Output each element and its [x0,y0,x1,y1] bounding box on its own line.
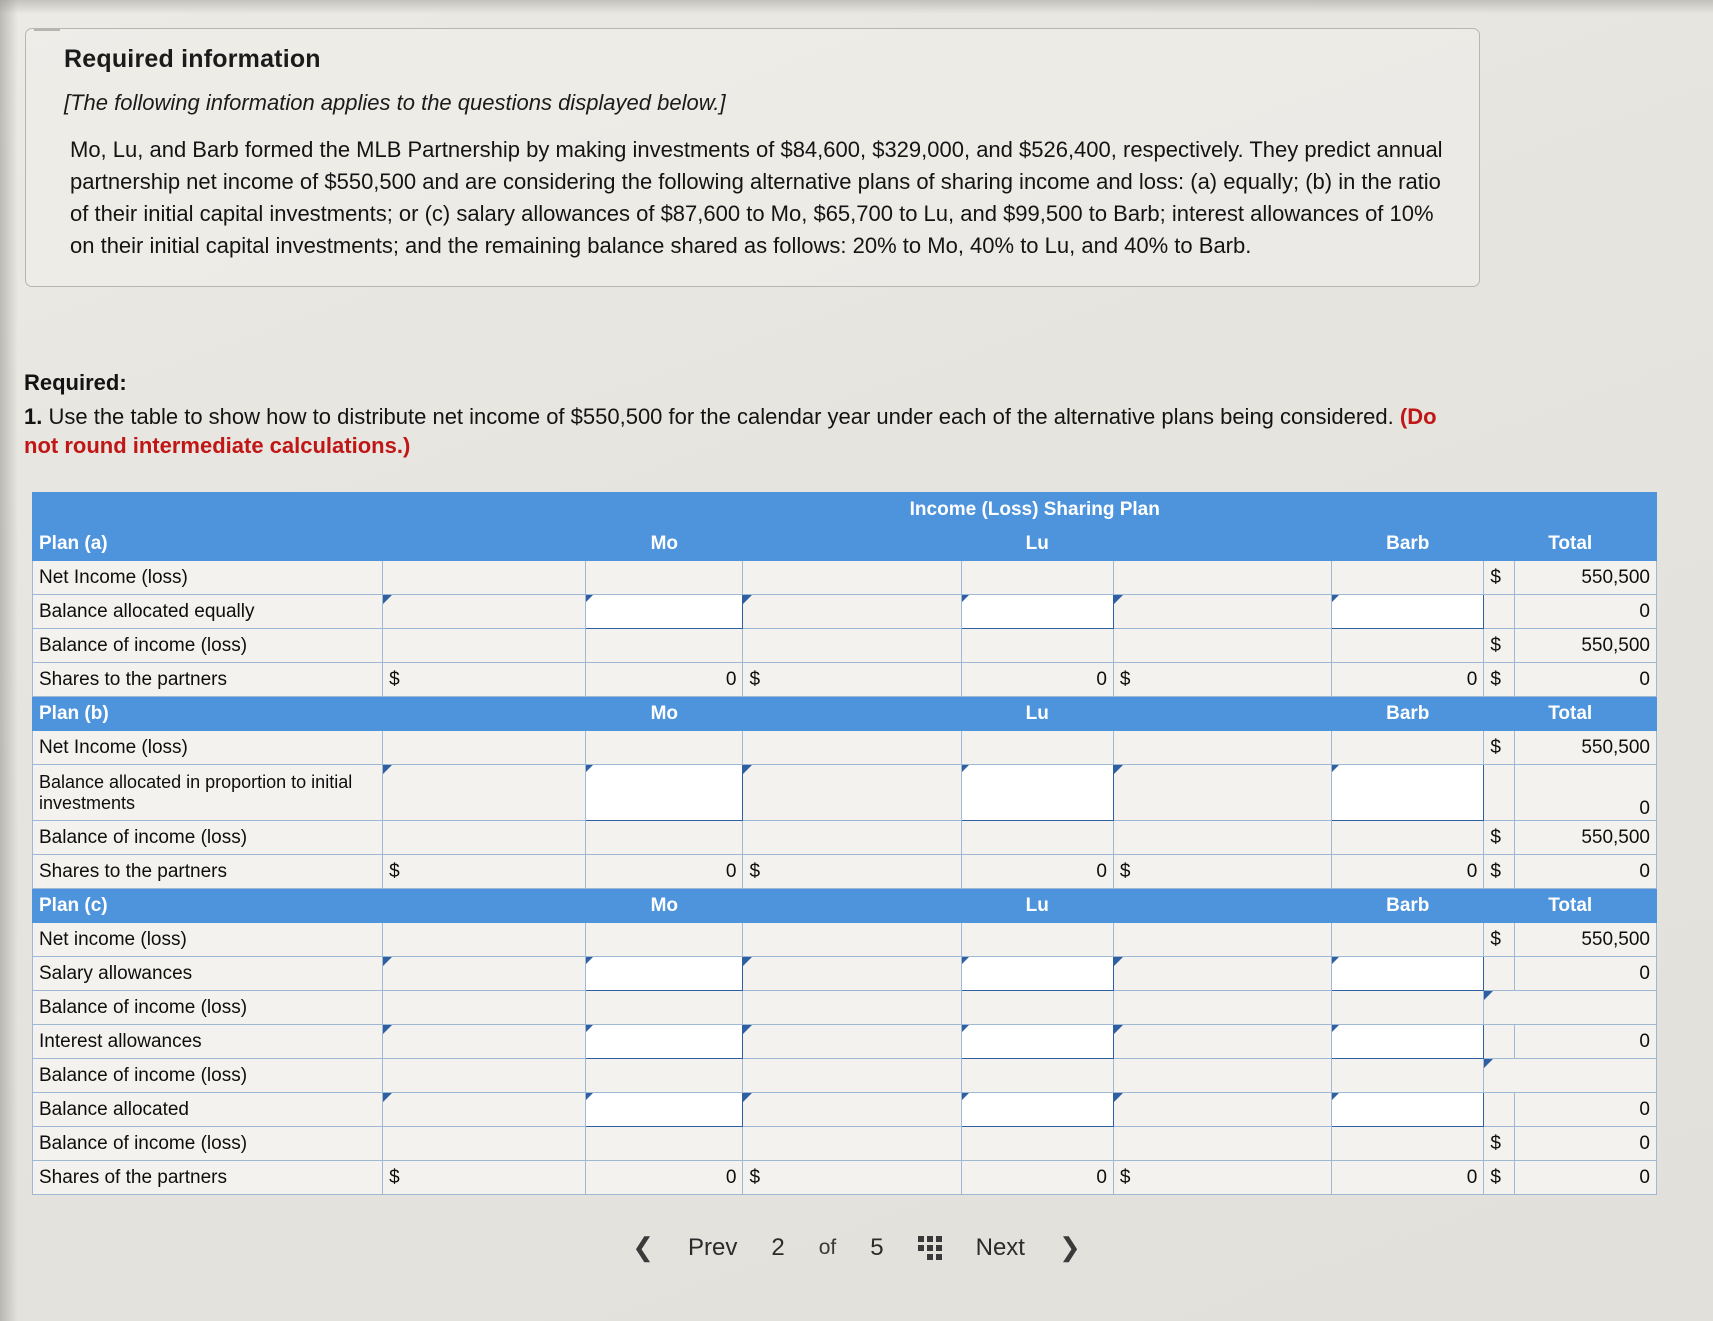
table-top-header: Income (Loss) Sharing Plan [586,493,1484,527]
cell-blank [586,1127,743,1161]
plan-b-gap [743,697,961,731]
mo-dollar-sign: $ [383,1161,586,1195]
page-edge-shadow-top [0,0,1713,14]
lu-value: 0 [961,663,1113,697]
plan-b-col-total: Total [1484,697,1657,731]
header-blank-cell [33,493,383,527]
cell-blank [383,923,586,957]
current-page: 2 [771,1233,785,1261]
input-lu[interactable] [961,595,1113,629]
barb-value: 0 [1332,663,1484,697]
cell-blank-arrow [743,1025,961,1059]
total-value: 0 [1514,663,1656,697]
cell-blank-arrow [1113,1093,1331,1127]
total-value: 550,500 [1514,731,1656,765]
table-row [33,1059,1657,1093]
table-row [33,991,1657,1025]
cell-blank [1484,957,1514,991]
cell-blank [961,1059,1113,1093]
required-label: Required: [24,370,127,395]
cell-blank [1332,561,1484,595]
required-information-paragraph: Mo, Lu, and Barb formed the MLB Partnership by making investments of $84,600, $329,000, and $526,400, respectively. They predict annual partnership net income of $550,500 and are considering the following alternative plans of sharing income and loss: (a) equally; (b) in the ratio of their initial capital investments; or (c) salary allowances of $87,600 to Mo, $65,700 to Lu, and $99,500 to Barb; interest allowances of 10% on their initial capital investments; and the remaining balance shared as follows: 20% to Mo, 40% to Lu, and 40% to Barb. [70,137,1443,258]
total-dollar-sign: $ [1484,923,1514,957]
input-barb[interactable] [1332,1093,1484,1127]
cell-blank [1113,821,1331,855]
cell-blank [743,923,961,957]
cell-blank [961,1127,1113,1161]
plan-b-gap [1113,697,1331,731]
mo-dollar-sign: $ [383,855,586,889]
table-row [33,855,1657,889]
plan-c-col-lu: Lu [961,889,1113,923]
cell-blank [743,561,961,595]
cell-blank [383,561,586,595]
plan-c-gap [743,889,961,923]
plan-c-col-barb: Barb [1332,889,1484,923]
cell-blank [383,1059,586,1093]
cell-blank [1332,1059,1484,1093]
barb-dollar-sign: $ [1113,663,1331,697]
plan-b-gap [383,697,586,731]
lu-dollar-sign: $ [743,855,961,889]
mo-value: 0 [586,855,743,889]
cell-blank-arrow [743,765,961,821]
row-label: Net income (loss) [33,923,383,957]
row-label: Net Income (loss) [33,561,383,595]
cell-blank [383,821,586,855]
cell-blank [383,629,586,663]
total-arrow-cell [1484,1059,1657,1093]
cell-blank-arrow [743,1093,961,1127]
grid-icon[interactable] [918,1236,942,1260]
cell-blank [961,731,1113,765]
row-label: Shares of the partners [33,1161,383,1195]
plan-c-header-row [33,889,1657,923]
total-arrow-cell [1484,991,1657,1025]
plan-b-col-lu: Lu [961,697,1113,731]
barb-value: 0 [1332,855,1484,889]
cell-blank [961,561,1113,595]
table-row [33,731,1657,765]
cell-blank [961,923,1113,957]
question-number: 1. [24,403,43,429]
table-header-row [33,493,1657,527]
mo-value: 0 [586,663,743,697]
row-label: Interest allowances [33,1025,383,1059]
cell-blank [1113,923,1331,957]
cell-blank [1113,629,1331,663]
cell-blank [383,1127,586,1161]
total-dollar-sign: $ [1484,855,1514,889]
cell-blank [1484,1093,1514,1127]
cell-blank-arrow [743,957,961,991]
table-row [33,595,1657,629]
input-lu[interactable] [961,765,1113,821]
cell-blank-arrow [1113,1025,1331,1059]
cell-blank [1484,595,1514,629]
total-value: 550,500 [1514,629,1656,663]
plan-c-gap [1113,889,1331,923]
cell-blank [1113,1127,1331,1161]
cell-blank [743,991,961,1025]
total-value: 0 [1514,855,1656,889]
table-row [33,629,1657,663]
cell-blank-arrow [383,1025,586,1059]
input-lu[interactable] [961,1025,1113,1059]
table-row [33,821,1657,855]
table-row [33,1127,1657,1161]
cell-blank [961,629,1113,663]
plan-a-col-barb: Barb [1332,527,1484,561]
row-label: Salary allowances [33,957,383,991]
input-lu[interactable] [961,1093,1113,1127]
page-of-label: of [818,1235,837,1259]
total-pages: 5 [870,1233,884,1261]
plan-a-gap [383,527,586,561]
mo-value: 0 [586,1161,743,1195]
plan-c-title: Plan (c) [33,889,383,923]
plan-b-title: Plan (b) [33,697,383,731]
input-lu[interactable] [961,957,1113,991]
header-blank-cell [1484,493,1514,527]
cell-blank [1113,1059,1331,1093]
cell-blank-arrow [383,595,586,629]
total-value: 550,500 [1514,923,1656,957]
cell-blank [383,731,586,765]
chevron-right-icon[interactable]: ❯ [1058,1232,1081,1262]
required-information-title: Required information [64,45,321,73]
cell-blank-arrow [383,1093,586,1127]
row-label: Balance of income (loss) [33,1059,383,1093]
income-sharing-table [32,492,1657,1195]
plan-a-gap [743,527,961,561]
input-mo[interactable] [586,1025,743,1059]
row-label: Shares to the partners [33,663,383,697]
row-label: Net Income (loss) [33,731,383,765]
barb-value: 0 [1332,1161,1484,1195]
header-blank-cell [1514,493,1656,527]
cell-blank-arrow [1113,957,1331,991]
cell-blank [1332,1127,1484,1161]
plan-a-col-total: Total [1484,527,1657,561]
cell-blank [586,923,743,957]
cell-blank [743,1059,961,1093]
row-label: Balance of income (loss) [33,821,383,855]
input-barb[interactable] [1332,765,1484,821]
cell-blank [586,991,743,1025]
cell-blank [1484,765,1514,821]
cell-blank [586,629,743,663]
plan-a-header-row [33,527,1657,561]
cell-blank [1113,991,1331,1025]
total-value: 0 [1514,1127,1656,1161]
input-barb[interactable] [1332,1025,1484,1059]
income-sharing-table-wrapper [32,492,1657,1195]
table-row [33,923,1657,957]
plan-b-col-mo: Mo [586,697,743,731]
cell-blank [586,731,743,765]
cell-blank [743,1127,961,1161]
cell-blank [743,731,961,765]
total-value: 0 [1514,1093,1656,1127]
lu-value: 0 [961,1161,1113,1195]
total-value: 0 [1514,1025,1656,1059]
cell-blank [743,629,961,663]
cell-blank [1332,923,1484,957]
cell-blank-arrow [1113,595,1331,629]
row-label: Balance of income (loss) [33,629,383,663]
barb-dollar-sign: $ [1113,855,1331,889]
table-row [33,1161,1657,1195]
total-value: 550,500 [1514,561,1656,595]
total-value: 0 [1514,595,1656,629]
table-row [33,1093,1657,1127]
cell-blank [1113,561,1331,595]
next-button[interactable]: Next [975,1233,1025,1261]
total-dollar-sign: $ [1484,561,1514,595]
row-label: Shares to the partners [33,855,383,889]
lu-value: 0 [961,855,1113,889]
table-row [33,561,1657,595]
cell-blank-arrow [383,957,586,991]
cell-blank [961,991,1113,1025]
cell-blank [743,821,961,855]
chevron-left-icon[interactable]: ❮ [632,1232,655,1262]
total-dollar-sign: $ [1484,629,1514,663]
cell-blank-arrow [1113,765,1331,821]
plan-c-col-mo: Mo [586,889,743,923]
prev-button[interactable]: Prev [688,1233,738,1261]
lu-dollar-sign: $ [743,1161,961,1195]
table-row [33,765,1657,821]
cell-blank [1484,1025,1514,1059]
total-dollar-sign: $ [1484,663,1514,697]
plan-b-col-barb: Barb [1332,697,1484,731]
cell-blank [383,991,586,1025]
mo-dollar-sign: $ [383,663,586,697]
cell-blank [1113,731,1331,765]
cell-blank-arrow [743,595,961,629]
header-blank-cell [383,493,586,527]
required-information-card [25,28,1480,287]
total-dollar-sign: $ [1484,821,1514,855]
input-barb[interactable] [1332,595,1484,629]
plan-c-gap [383,889,586,923]
page-edge-shadow-left [0,0,18,1321]
total-dollar-sign: $ [1484,731,1514,765]
required-block [24,368,1464,461]
total-value: 550,500 [1514,821,1656,855]
plan-a-col-mo: Mo [586,527,743,561]
barb-dollar-sign: $ [1113,1161,1331,1195]
input-mo[interactable] [586,1093,743,1127]
question-warning: (Do not round intermediate calculations.) [24,403,1437,459]
question-text: Use the table to show how to distribute net income of $550,500 for the calendar year under each of the alternative plans being considered. [42,403,1400,429]
lu-dollar-sign: $ [743,663,961,697]
table-row [33,663,1657,697]
cell-blank [1332,991,1484,1025]
total-dollar-sign: $ [1484,1161,1514,1195]
total-value: 0 [1514,957,1656,991]
cell-blank [586,821,743,855]
plan-a-col-lu: Lu [961,527,1113,561]
cell-blank [1332,821,1484,855]
row-label: Balance allocated [33,1093,383,1127]
cell-blank [1332,629,1484,663]
plan-b-header-row [33,697,1657,731]
plan-a-title: Plan (a) [33,527,383,561]
required-information-note: [The following information applies to the questions displayed below.] [64,90,726,115]
cell-blank [1332,731,1484,765]
row-label: Balance allocated equally [33,595,383,629]
pagination-bar [0,1232,1713,1263]
total-dollar-sign: $ [1484,1127,1514,1161]
cell-blank [961,821,1113,855]
row-label: Balance allocated in proportion to initial investments [33,765,383,821]
input-barb[interactable] [1332,957,1484,991]
plan-a-gap [1113,527,1331,561]
cell-blank [586,561,743,595]
table-row [33,1025,1657,1059]
plan-c-col-total: Total [1484,889,1657,923]
total-value: 0 [1514,765,1656,821]
cell-blank-arrow [383,765,586,821]
input-mo[interactable] [586,765,743,821]
row-label: Balance of income (loss) [33,991,383,1025]
input-mo[interactable] [586,957,743,991]
total-value: 0 [1514,1161,1656,1195]
cell-blank [586,1059,743,1093]
input-mo[interactable] [586,595,743,629]
table-row [33,957,1657,991]
row-label: Balance of income (loss) [33,1127,383,1161]
